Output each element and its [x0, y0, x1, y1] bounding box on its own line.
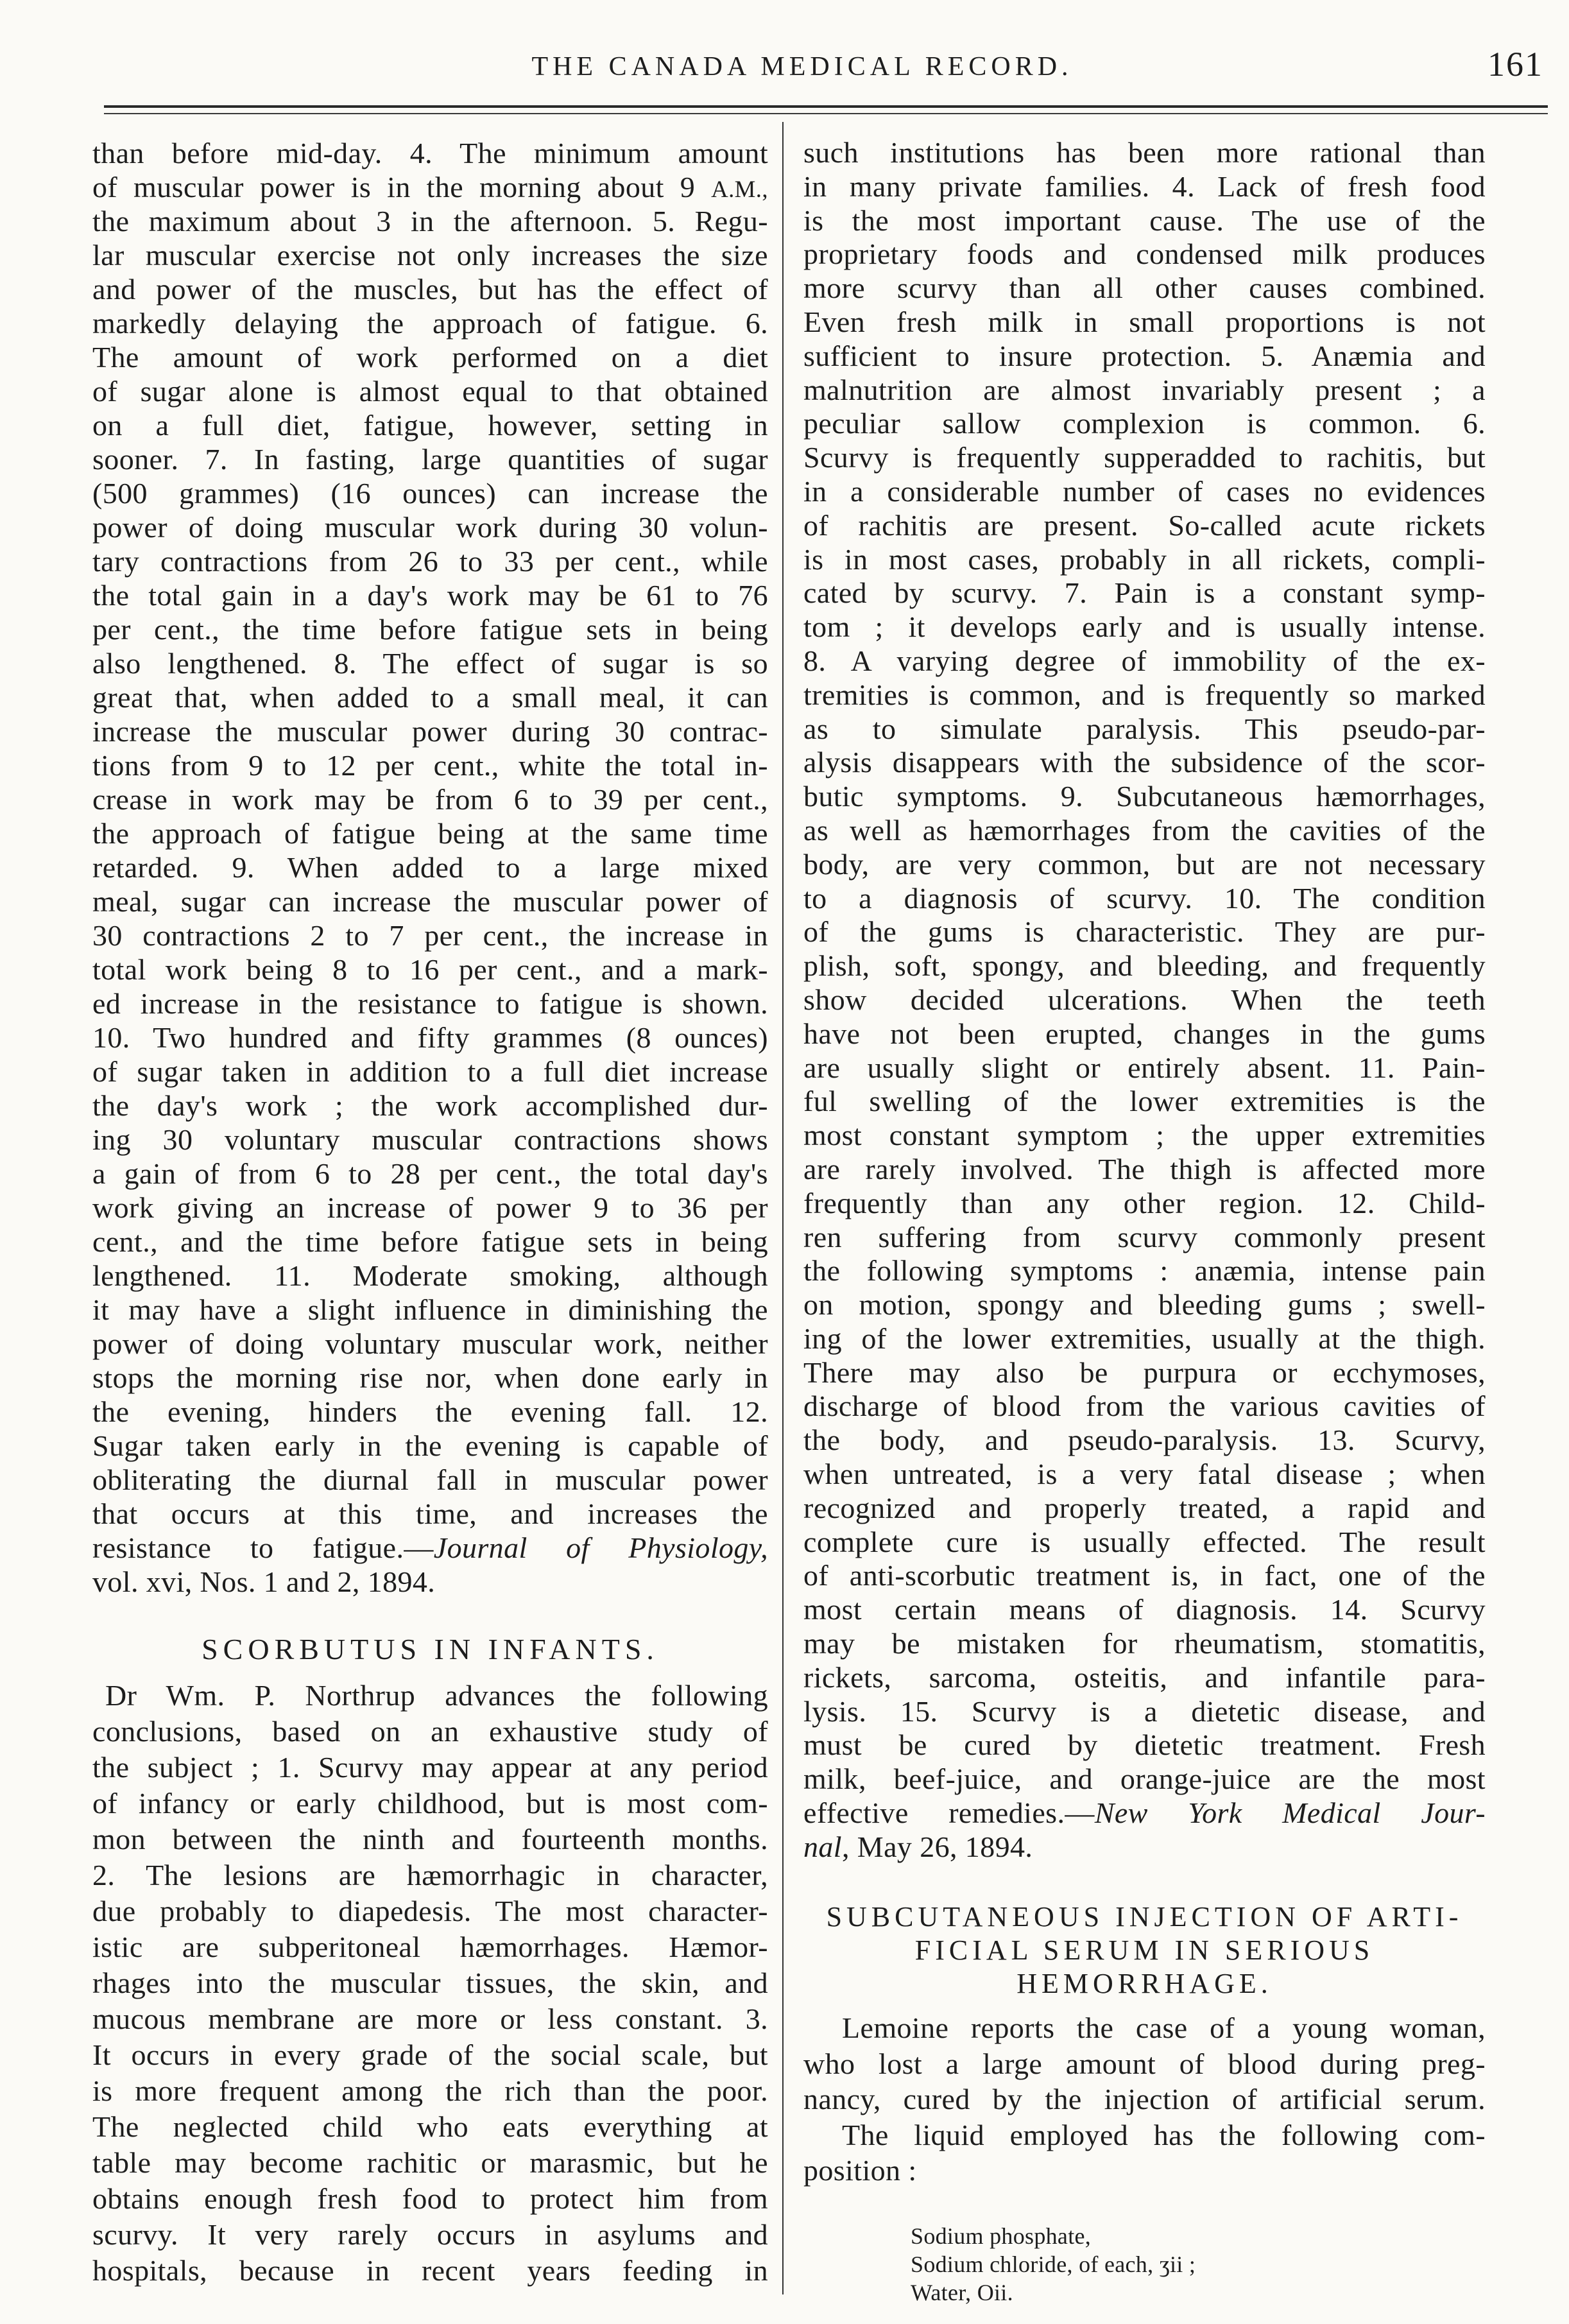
- text-line: the following symptoms : anæmia, intense pain: [803, 1254, 1486, 1287]
- text-line: it may have a slight influence in diminishing the: [92, 1293, 768, 1326]
- text-line: have not been erupted, changes in the gums: [803, 1017, 1486, 1050]
- text-line: (500 grammes) (16 ounces) can increase the: [92, 477, 768, 510]
- text-line: to a diagnosis of scurvy. 10. The condition: [803, 881, 1486, 915]
- page-number: 161: [1488, 45, 1543, 83]
- text-line: [92, 1531, 768, 1565]
- italic-citation-text: nal: [803, 1830, 842, 1863]
- text-line: butic symptoms. 9. Subcutaneous hæmorrhages,: [803, 780, 1486, 813]
- running-head-title: THE CANADA MEDICAL RECORD.: [531, 52, 1073, 82]
- formula-line: Sodium chloride, of each, ʒii ;: [911, 2251, 1196, 2277]
- text-line: a gain of from 6 to 28 per cent., the total day's: [92, 1157, 768, 1190]
- text-line: crease in work may be from 6 to 39 per cent.,: [92, 783, 768, 816]
- text-line: obliterating the diurnal fall in muscular power: [92, 1463, 768, 1496]
- text-line: milk, beef-juice, and orange-juice are the most: [803, 1762, 1486, 1796]
- text-line: most constant symptom ; the upper extremities: [803, 1119, 1486, 1152]
- text-line: of infancy or early childhood, but is most com-: [92, 1787, 768, 1820]
- text-line: ed increase in the resistance to fatigue is shown.: [92, 987, 768, 1020]
- text-line: tom ; it develops early and is usually intense.: [803, 610, 1486, 644]
- text-line: may be mistaken for rheumatism, stomatitis,: [803, 1627, 1486, 1660]
- text-line: ing of the lower extremities, usually at the thigh.: [803, 1321, 1486, 1355]
- text-line: sooner. 7. In fasting, large quantities of sugar: [92, 443, 768, 476]
- text-line: great that, when added to a small meal, it can: [92, 681, 768, 714]
- text-line: who lost a large amount of blood during preg-: [803, 2047, 1486, 2080]
- text-line: rhages into the muscular tissues, the skin, and: [92, 1967, 768, 1999]
- text-line: ren suffering from scurvy commonly present: [803, 1220, 1486, 1253]
- text-line: as to simulate paralysis. This pseudo-par-: [803, 712, 1486, 745]
- text-line: ful swelling of the lower extremities is the: [803, 1085, 1486, 1118]
- text-line: mucous membrane are more or less constant. 3.: [92, 2002, 768, 2035]
- text-line: in many private families. 4. Lack of fresh food: [803, 169, 1486, 203]
- text-line: position :: [803, 2154, 917, 2187]
- text-line: alysis disappears with the subsidence of the scor-: [803, 746, 1486, 779]
- text-line: meal, sugar can increase the muscular power of: [92, 885, 768, 918]
- column-divider: [782, 122, 784, 2294]
- heading-line: HEMORRHAGE.: [1016, 1968, 1273, 1999]
- text-line: when untreated, is a very fatal disease ; when: [803, 1458, 1486, 1491]
- text-line: as well as hæmorrhages from the cavities of the: [803, 813, 1486, 847]
- text-line: frequently than any other region. 12. Child-: [803, 1186, 1486, 1219]
- text-line: body, are very common, but are not necessary: [803, 847, 1486, 881]
- text-line: on motion, spongy and bleeding gums ; swell-: [803, 1288, 1486, 1321]
- text-line: retarded. 9. When added to a large mixed: [92, 851, 768, 884]
- text-line: the maximum about 3 in the afternoon. 5. Regu-: [92, 205, 768, 237]
- text-line: work giving an increase of power 9 to 36 per: [92, 1191, 768, 1224]
- text-line: cated by scurvy. 7. Pain is a constant symp-: [803, 576, 1486, 610]
- left-column-physiology-text: [92, 136, 768, 1599]
- text-line: are usually slight or entirely absent. 11. Pain-: [803, 1051, 1486, 1084]
- text-line: complete cure is usually effected. The result: [803, 1525, 1486, 1558]
- heading-line: FICIAL SERUM IN SERIOUS: [914, 1934, 1375, 1966]
- text-line: rickets, sarcoma, osteitis, and infantile para-: [803, 1660, 1486, 1694]
- text-line: the day's work ; the work accomplished dur-: [92, 1089, 768, 1122]
- text-line: The neglected child who eats everything at: [92, 2110, 768, 2143]
- text-line: and power of the muscles, but has the effect of: [92, 273, 768, 306]
- left-column-scorbutus-text: [92, 1678, 768, 2289]
- text-line: the body, and pseudo-paralysis. 13. Scurvy,: [803, 1424, 1486, 1457]
- text-line: stops the morning rise nor, when done early in: [92, 1361, 768, 1394]
- text-line: of sugar alone is almost equal to that obtained: [92, 375, 768, 408]
- text-line: scurvy. It very rarely occurs in asylums and: [92, 2218, 768, 2251]
- text-line: power of doing muscular work during 30 volun-: [92, 511, 768, 544]
- text-line: [803, 1796, 1486, 1830]
- text-segment: effective remedies.—: [803, 1796, 1095, 1830]
- text-line: Scurvy is frequently supperadded to rachitis, but: [803, 441, 1486, 474]
- text-line: [92, 170, 768, 204]
- text-segment: resistance to fatigue.—: [92, 1531, 434, 1564]
- text-line: recognized and properly treated, a rapid and: [803, 1491, 1486, 1524]
- text-segment: of muscular power is in the morning about 9: [92, 171, 712, 203]
- text-line: The liquid employed has the following com-: [842, 2118, 1486, 2151]
- text-line: Sugar taken early in the evening is capable of: [92, 1429, 768, 1462]
- text-line: nancy, cured by the injection of artificial serum.: [803, 2083, 1486, 2116]
- text-line: tremities is common, and is frequently so marked: [803, 678, 1486, 711]
- right-column-serum-text: [803, 2010, 1486, 2189]
- text-line: 10. Two hundred and fifty grammes (8 ounces): [92, 1021, 768, 1054]
- text-line: of rachitis are present. So-called acute rickets: [803, 508, 1486, 542]
- text-line: cent., and the time before fatigue sets in being: [92, 1225, 768, 1258]
- text-line: in a considerable number of cases no evidences: [803, 474, 1486, 508]
- text-line: Dr Wm. P. Northrup advances the following: [105, 1679, 768, 1712]
- text-line: 8. A varying degree of immobility of the ex-: [803, 644, 1486, 677]
- text-line: that occurs at this time, and increases the: [92, 1497, 768, 1530]
- text-line: due probably to diapedesis. The most character-: [92, 1895, 768, 1927]
- text-line: such institutions has been more rational than: [803, 136, 1486, 169]
- text-line: hospitals, because in recent years feeding in: [92, 2254, 768, 2287]
- text-line: of anti-scorbutic treatment is, in fact, one of the: [803, 1559, 1486, 1592]
- text-line: sufficient to insure protection. 5. Anæmia and: [803, 339, 1486, 372]
- text-line: vol. xvi, Nos. 1 and 2, 1894.: [92, 1565, 436, 1598]
- header-rule-thin: [104, 113, 1548, 114]
- text-line: plish, soft, spongy, and bleeding, and frequently: [803, 949, 1486, 983]
- text-line: of sugar taken in addition to a full diet increase: [92, 1055, 768, 1088]
- text-line: There may also be purpura or ecchymoses,: [803, 1356, 1486, 1389]
- text-line: malnutrition are almost invariably present ; a: [803, 373, 1486, 406]
- text-segment: , May 26, 1894.: [841, 1830, 1033, 1863]
- heading-line: SUBCUTANEOUS INJECTION OF ARTI-: [826, 1901, 1463, 1932]
- text-line: It occurs in every grade of the social scale, but: [92, 2038, 768, 2071]
- text-line: proprietary foods and condensed milk produces: [803, 237, 1486, 271]
- text-line: mon between the ninth and fourteenth months.: [92, 1823, 768, 1855]
- italic-citation-text: Journal of Physiology,: [433, 1531, 768, 1564]
- text-line: the approach of fatigue being at the same time: [92, 817, 768, 850]
- text-line: tary contractions from 26 to 33 per cent., while: [92, 545, 768, 578]
- text-line: 30 contractions 2 to 7 per cent., the increase in: [92, 919, 768, 952]
- header-rule-thick: [104, 105, 1548, 108]
- text-line: are rarely involved. The thigh is affected more: [803, 1152, 1486, 1185]
- text-line: the subject ; 1. Scurvy may appear at any period: [92, 1751, 768, 1784]
- text-line: increase the muscular power during 30 contrac-: [92, 715, 768, 748]
- text-line: Even fresh milk in small proportions is not: [803, 305, 1486, 338]
- text-line: conclusions, based on an exhaustive study of: [92, 1715, 768, 1748]
- text-line: the evening, hinders the evening fall. 12.: [92, 1395, 768, 1428]
- text-line: peculiar sallow complexion is common. 6.: [803, 407, 1486, 440]
- section-heading-scorbutus: SCORBUTUS IN INFANTS.: [201, 1633, 659, 1666]
- text-segment: A.M.,: [711, 176, 768, 202]
- text-line: is the most important cause. The use of the: [803, 203, 1486, 237]
- text-line: markedly delaying the approach of fatigue. 6.: [92, 307, 768, 340]
- text-line: power of doing voluntary muscular work, neither: [92, 1327, 768, 1360]
- text-line: most certain means of diagnosis. 14. Scurvy: [803, 1593, 1486, 1626]
- right-column-scorbutus-text: [803, 136, 1486, 1864]
- text-line: than before mid-day. 4. The minimum amount: [92, 137, 768, 169]
- text-line: the total gain in a day's work may be 61 to 76: [92, 579, 768, 612]
- text-line: lengthened. 11. Moderate smoking, although: [92, 1259, 768, 1292]
- text-line: 2. The lesions are hæmorrhagic in character,: [92, 1859, 768, 1891]
- text-line: lysis. 15. Scurvy is a dietetic disease, and: [803, 1694, 1486, 1728]
- text-line: also lengthened. 8. The effect of sugar is so: [92, 647, 768, 680]
- italic-citation-text: New York Medical Jour-: [1094, 1796, 1486, 1830]
- text-line: of the gums is characteristic. They are pur-: [803, 915, 1486, 949]
- serum-formula: [911, 2222, 1196, 2307]
- text-line: show decided ulcerations. When the teeth: [803, 983, 1486, 1016]
- text-line: [803, 1830, 1486, 1864]
- text-line: lar muscular exercise not only increases the size: [92, 239, 768, 271]
- text-line: istic are subperitoneal hæmorrhages. Hæmor-: [92, 1931, 768, 1963]
- text-line: tions from 9 to 12 per cent., white the total in-: [92, 749, 768, 782]
- text-line: must be cured by dietetic treatment. Fresh: [803, 1728, 1486, 1762]
- text-line: is in most cases, probably in all rickets, compli-: [803, 542, 1486, 576]
- text-line: discharge of blood from the various cavities of: [803, 1390, 1486, 1423]
- text-line: more scurvy than all other causes combined.: [803, 271, 1486, 305]
- text-line: total work being 8 to 16 per cent., and a mark-: [92, 953, 768, 986]
- text-line: on a full diet, fatigue, however, setting in: [92, 409, 768, 442]
- text-line: is more frequent among the rich than the poor.: [92, 2074, 768, 2107]
- section-heading-serum: [803, 1900, 1486, 2001]
- formula-line: Sodium phosphate,: [911, 2223, 1092, 2249]
- text-line: per cent., the time before fatigue sets in being: [92, 613, 768, 646]
- text-line: Lemoine reports the case of a young woman,: [842, 2011, 1486, 2044]
- text-line: obtains enough fresh food to protect him from: [92, 2182, 768, 2215]
- text-line: ing 30 voluntary muscular contractions shows: [92, 1123, 768, 1156]
- text-line: The amount of work performed on a diet: [92, 341, 768, 374]
- text-line: table may become rachitic or marasmic, but he: [92, 2146, 768, 2179]
- formula-line: Water, Oii.: [911, 2280, 1013, 2305]
